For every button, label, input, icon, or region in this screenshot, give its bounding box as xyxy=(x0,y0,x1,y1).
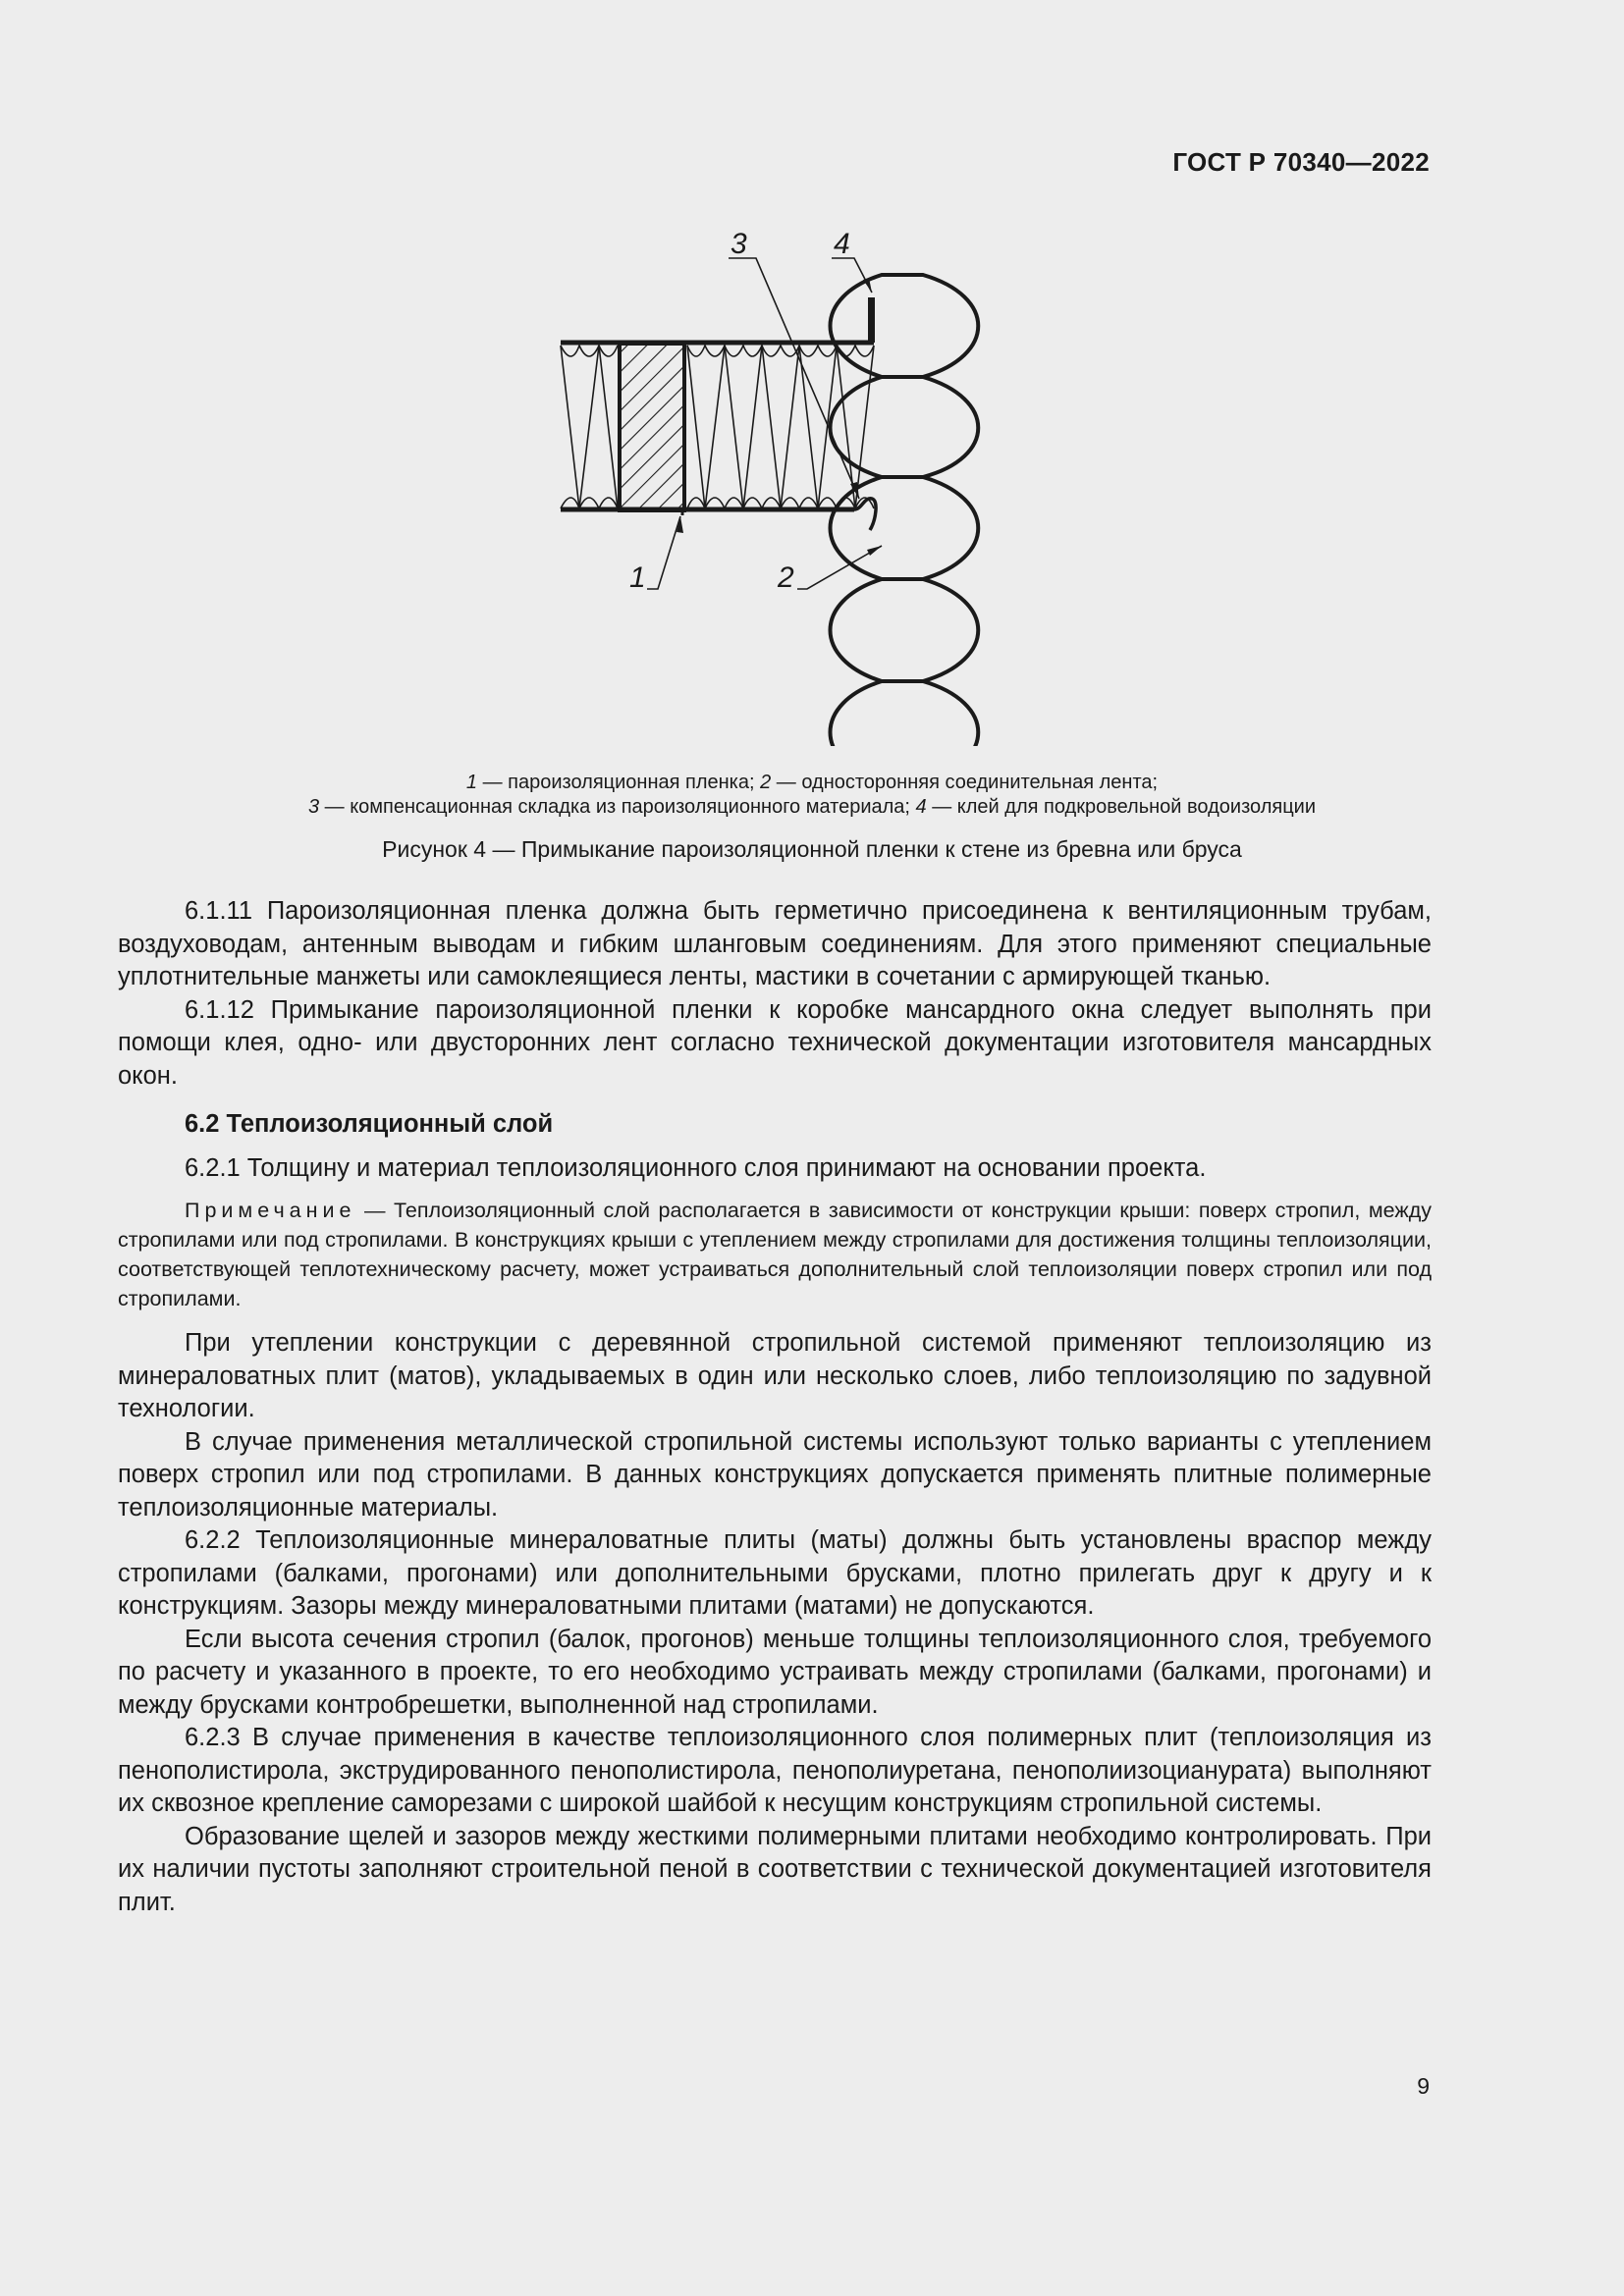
legend-text: — пароизоляционная пленка; xyxy=(477,772,761,793)
callout-2: 2 xyxy=(778,561,794,594)
note xyxy=(118,1196,1432,1313)
legend-num: 4 xyxy=(915,796,927,818)
callout-3: 3 xyxy=(731,228,747,260)
callout-1: 1 xyxy=(629,561,646,594)
rafter xyxy=(620,344,684,510)
paragraph-6-2-2: 6.2.2 Теплоизоляционные минераловатные плиты (маты) должны быть установлены враспор между стропилами (балками, прогонами) или дополнительными брусками, плотно прилегать друг к другу и к конструкциям. Зазоры между минераловатными плитами (матами) не допускаются. xyxy=(118,1526,1432,1620)
paragraph-gaps: Образование щелей и зазоров между жесткими полимерными плитами необходимо контролировать. При их наличии пустоты заполняют строительной пеной в соответствии с технической документацией изготовителя плит. xyxy=(118,1822,1432,1916)
legend-text: — клей для подкровельной водоизоляции xyxy=(926,796,1317,818)
figure-4-diagram xyxy=(530,216,1021,746)
legend-num: 3 xyxy=(307,796,320,818)
paragraph-rafter-height: Если высота сечения стропил (балок, прогонов) меньше толщины теплоизоляционного слоя, требуемого по расчету и указанного в проекте, то его необходимо устраивать между стропилами (балками, прогонами) и между брусками контробрешетки, выполненной над стропилами. xyxy=(118,1625,1432,1719)
figure-caption: Рисунок 4 — Примыкание пароизоляционной пленки к стене из бревна или бруса xyxy=(382,836,1242,862)
paragraph-6-1-12: 6.1.12 Примыкание пароизоляционной пленки к коробке мансардного окна следует выполнять при помощи клея, одно- или двусторонних лент согласно технической документации изготовителя мансардных окон. xyxy=(118,995,1432,1090)
figure-legend-line-2 xyxy=(0,792,1624,822)
legend-num: 1 xyxy=(465,772,478,793)
insulation-layer xyxy=(561,346,874,508)
note-text: — Теплоизоляционный слой располагается в зависимости от конструкции крыши: поверх стропил, между стропилами или под стропилами. В конструкциях крыши с утеплением между стропилами для достижения толщины теплоизоляции, соответствующей теплотехническому расчету, может устраиваться дополнительный слой теплоизоляции поверх стропил или под стропилами. xyxy=(118,1199,1432,1310)
legend-text: — компенсационная складка из пароизоляционного материала; xyxy=(319,796,916,818)
paragraph-6-2-1: 6.2.1 Толщину и материал теплоизоляционного слоя принимают на основании проекта. xyxy=(185,1153,1207,1182)
paragraph-6-2-3: 6.2.3 В случае применения в качестве теплоизоляционного слоя полимерных плит (теплоизоляция из пенополистирола, экструдированного пенополистирола, пенополиуретана, пенополиизоциануратa) выполняют их сквозное крепление саморезами с широкой шайбой к несущим конструкциям стропильной системы. xyxy=(118,1724,1432,1817)
legend-num: 2 xyxy=(760,772,772,793)
section-heading-6-2: 6.2 Теплоизоляционный слой xyxy=(185,1110,554,1138)
page-number: 9 xyxy=(1417,2073,1430,2099)
callout-4: 4 xyxy=(834,228,850,260)
document-code: ГОСТ Р 70340—2022 xyxy=(1172,147,1430,177)
paragraph-6-1-11: 6.1.11 Пароизоляционная пленка должна быть герметично присоединена к вентиляционным трубам, воздуховодам, антенным выводам и гибким шланговым соединениям. Для этого применяют специальные уплотнительные манжеты или самоклеящиеся ленты, мастики в сочетании с армирующей тканью. xyxy=(118,897,1432,990)
legend-text: — односторонняя соединительная лента; xyxy=(771,772,1159,793)
paragraph-wood-rafters: При утеплении конструкции с деревянной стропильной системой применяют теплоизоляцию из минераловатных плит (матов), укладываемых в один или несколько слоев, либо теплоизоляцию по задувной технологии. xyxy=(118,1329,1432,1422)
note-label: Примечание xyxy=(185,1199,356,1222)
glue-strip xyxy=(868,297,875,343)
paragraph-metal-rafters: В случае применения металлической стропильной системы используют только варианты с утеплением поверх стропил или под стропилами. В данных конструкциях допускается применять плитные полимерные теплоизоляционные материалы. xyxy=(118,1427,1432,1522)
document-body xyxy=(118,895,1432,1919)
arrowheads xyxy=(677,278,882,556)
